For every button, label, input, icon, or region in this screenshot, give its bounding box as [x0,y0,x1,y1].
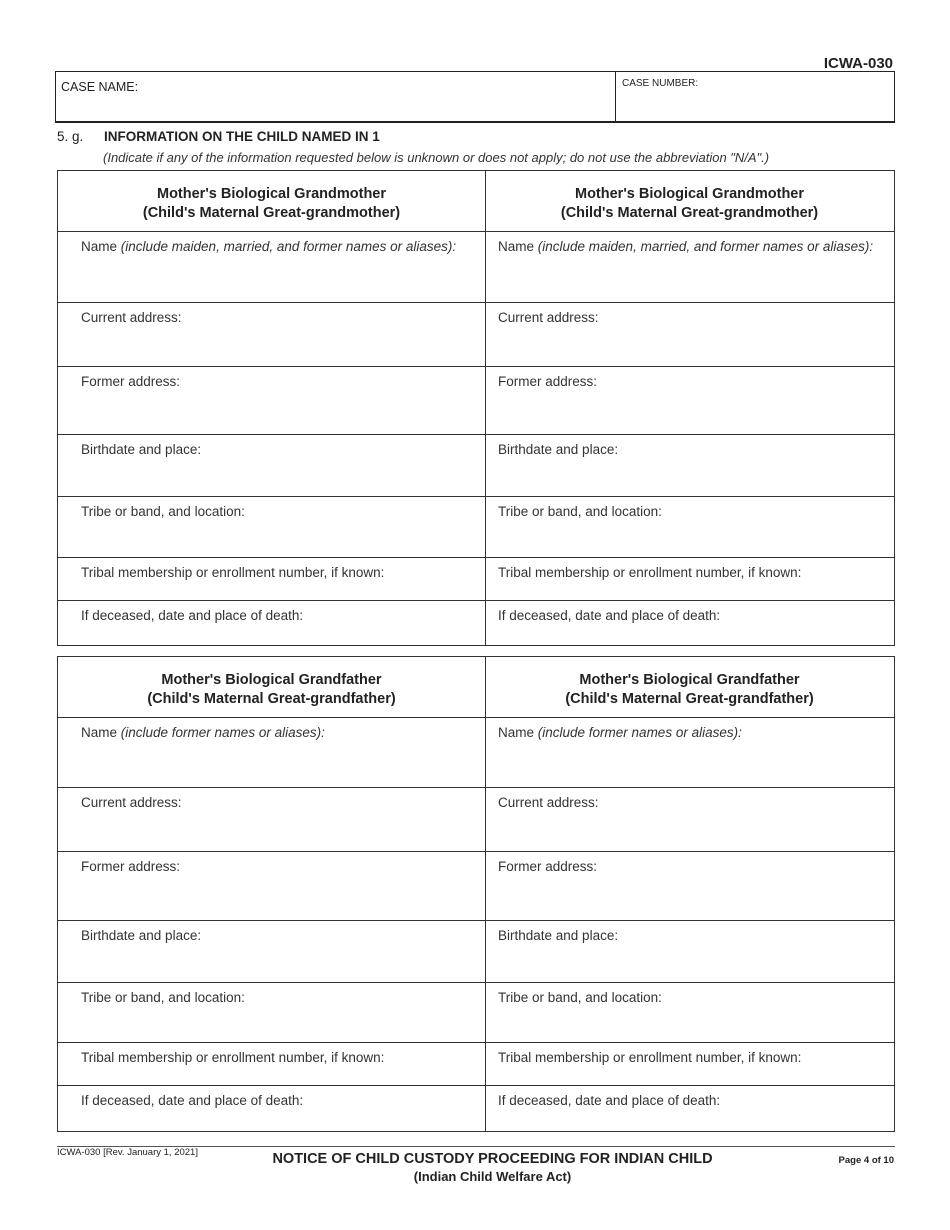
birthdate-field[interactable] [58,435,485,497]
case-name-field[interactable] [56,72,616,121]
grandfather-table [57,656,895,1132]
birthdate-field[interactable] [485,921,894,983]
heading-line-2: (Child's Maternal Great-grandmother) [560,205,819,221]
tribe-field[interactable] [485,983,894,1043]
birthdate-label: Birthdate and place: [81,928,202,943]
heading-line-1: Mother's Biological Grandmother [156,186,387,202]
current-address-field[interactable] [58,788,485,852]
grandfather-column-2 [485,657,894,1131]
tribe-label: Tribe or band, and location: [498,990,662,1005]
name-label: Name [81,725,121,740]
former-address-label: Former address: [81,859,181,874]
tribe-field[interactable] [485,497,894,558]
birthdate-label: Birthdate and place: [498,928,619,943]
tribe-label: Tribe or band, and location: [81,504,245,519]
heading-line-2: (Child's Maternal Great-grandfather) [147,691,396,707]
name-label: Name [498,239,538,254]
deceased-label: If deceased, date and place of death: [498,608,721,623]
former-address-field[interactable] [485,367,894,435]
name-label: Name [498,725,538,740]
membership-label: Tribal membership or enrollment number, if known: [81,565,385,580]
grandmother-column-1 [58,171,486,645]
membership-field[interactable] [58,1043,485,1086]
name-field[interactable] [58,232,485,303]
footer-title: NOTICE OF CHILD CUSTODY PROCEEDING FOR INDIAN CHILD [272,1151,713,1167]
grandmother-column-2 [485,171,894,645]
name-hint: (include maiden, married, and former names or aliases): [120,239,457,254]
current-address-field[interactable] [58,303,485,367]
name-hint: (include former names or aliases): [537,725,742,740]
former-address-label: Former address: [498,374,598,389]
page-number: Page 4 of 10 [838,1155,894,1166]
birthdate-label: Birthdate and place: [81,442,202,457]
column-heading [485,657,894,718]
footer-revision: ICWA-030 [Rev. January 1, 2021] [57,1147,198,1158]
former-address-label: Former address: [81,374,181,389]
section-number: 5. g. [57,129,84,144]
membership-label: Tribal membership or enrollment number, if known: [498,1050,802,1065]
grandfather-column-1 [58,657,486,1131]
name-field[interactable] [485,718,894,788]
heading-line-1: Mother's Biological Grandfather [579,672,800,688]
deceased-field[interactable] [485,1086,894,1132]
name-label: Name [81,239,121,254]
footer-subtitle: (Indian Child Welfare Act) [413,1169,572,1184]
membership-field[interactable] [485,1043,894,1086]
current-address-label: Current address: [498,795,599,810]
deceased-field[interactable] [58,1086,485,1132]
current-address-field[interactable] [485,303,894,367]
column-heading [58,171,485,232]
deceased-field[interactable] [58,601,485,646]
tribe-field[interactable] [58,983,485,1043]
grandmother-table [57,170,895,646]
case-header [55,71,895,123]
former-address-label: Former address: [498,859,598,874]
deceased-label: If deceased, date and place of death: [81,1093,304,1108]
membership-field[interactable] [58,558,485,601]
former-address-field[interactable] [485,852,894,921]
heading-line-2: (Child's Maternal Great-grandfather) [565,691,814,707]
column-heading [485,171,894,232]
case-number-label: CASE NUMBER: [622,78,699,89]
current-address-label: Current address: [81,310,182,325]
name-hint: (include former names or aliases): [120,725,325,740]
form-id: ICWA-030 [823,55,893,72]
deceased-label: If deceased, date and place of death: [81,608,304,623]
section-note: (Indicate if any of the information requested below is unknown or does not apply; do not use the abbreviation "N/A".) [103,150,770,165]
name-field[interactable] [58,718,485,788]
deceased-label: If deceased, date and place of death: [498,1093,721,1108]
name-hint: (include maiden, married, and former names or aliases): [537,239,874,254]
heading-line-1: Mother's Biological Grandfather [161,672,382,688]
heading-line-1: Mother's Biological Grandmother [574,186,805,202]
tribe-label: Tribe or band, and location: [81,990,245,1005]
tribe-field[interactable] [58,497,485,558]
membership-field[interactable] [485,558,894,601]
former-address-field[interactable] [58,852,485,921]
tribe-label: Tribe or band, and location: [498,504,662,519]
membership-label: Tribal membership or enrollment number, if known: [81,1050,385,1065]
deceased-field[interactable] [485,601,894,646]
birthdate-field[interactable] [485,435,894,497]
case-name-label: CASE NAME: [61,80,139,94]
name-field[interactable] [485,232,894,303]
section-title: INFORMATION ON THE CHILD NAMED IN 1 [104,129,380,144]
birthdate-label: Birthdate and place: [498,442,619,457]
current-address-label: Current address: [498,310,599,325]
membership-label: Tribal membership or enrollment number, if known: [498,565,802,580]
current-address-field[interactable] [485,788,894,852]
birthdate-field[interactable] [58,921,485,983]
former-address-field[interactable] [58,367,485,435]
heading-line-2: (Child's Maternal Great-grandmother) [142,205,401,221]
section-heading [57,129,380,144]
current-address-label: Current address: [81,795,182,810]
case-number-field[interactable] [616,72,894,121]
column-heading [58,657,485,718]
